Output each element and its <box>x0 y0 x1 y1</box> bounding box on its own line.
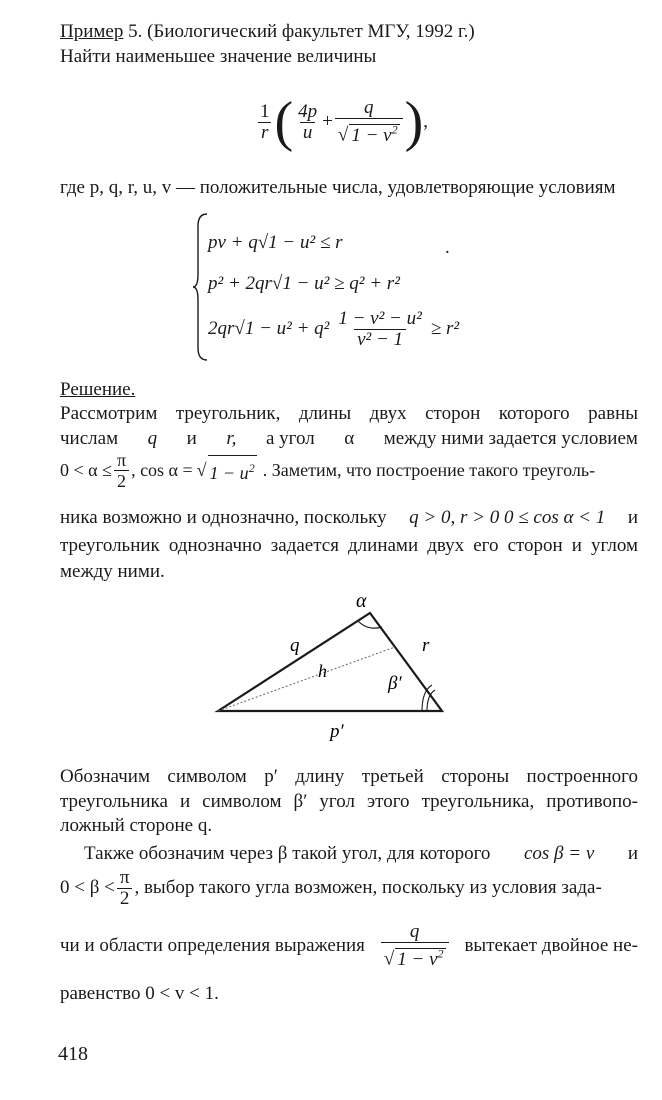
system-line-3-right: ≥ r² <box>430 318 460 339</box>
solution-line-3: 0 < α ≤ $\frac{\pi}{2}$ , cos α = √ $1 - u^2$ . Заметим, что построение такого треуголь- <box>60 449 596 491</box>
task-statement: Найти наименьшее значение величины <box>60 46 377 67</box>
solution-line-1: Рассмотрим треугольник, длины двух сторон которого равны <box>60 403 638 424</box>
height-line <box>218 647 395 711</box>
page-number: 418 <box>58 1043 88 1065</box>
sol-l4-text: ника возможно и однозначно, поскольку <box>60 507 387 528</box>
label-beta-prime: β′ <box>388 673 402 694</box>
after-p2-l1-text: Также обозначим через β такой угол, для которого <box>84 843 491 864</box>
expr-term1-den: u <box>300 122 316 143</box>
system-line-3-num: 1 − v² − u² <box>338 307 422 329</box>
system-line-3-den: v² − 1 <box>354 329 406 350</box>
triangle-figure <box>200 585 470 745</box>
after-p2-l1-end: и <box>627 843 638 864</box>
after-p2-l2-two: 2 <box>117 888 133 909</box>
after-p2-l3-exp: 2 <box>437 946 444 961</box>
label-h: h <box>318 661 327 681</box>
label-alpha: α <box>356 590 367 612</box>
after-p2-l3-text: чи и области определения выражения <box>60 935 365 956</box>
expr-outer-num: 1 <box>260 100 270 122</box>
expr-term2 <box>335 98 403 145</box>
after-p2-l2-pi: π <box>119 866 130 888</box>
sol-l3-pi-over-2 <box>114 450 129 491</box>
expr-plus: + <box>322 111 333 132</box>
sol-l2-numbers: числам <box>60 428 119 449</box>
left-paren: ( <box>274 91 294 153</box>
minimized-expression <box>255 86 428 158</box>
expr-outer-den: r <box>258 122 271 143</box>
after-p1-line-1: Обозначим символом p′ длину третьей стороны построенного <box>60 766 638 787</box>
system-line-3-fraction <box>335 309 424 350</box>
after-p1-line-2: треугольника и символом β′ угол этого треугольника, противопо- <box>60 791 638 812</box>
sol-l2-and: и <box>186 428 197 449</box>
after-p2-line-4: равенство 0 < v < 1. <box>60 983 219 1004</box>
after-p2-l3-fraction: $\frac{q}{√ 1 - v^2}$ <box>381 922 449 969</box>
after-p2-l3-num: q <box>409 921 420 943</box>
sol-l4-end: и <box>627 507 638 528</box>
system-line-3 <box>208 304 459 354</box>
sol-l4-math: q > 0, r > 0 0 ≤ cos α < 1 <box>409 507 606 528</box>
system-line-1: pv + q√1 − u² ≤ r <box>208 232 343 253</box>
conditions-line: где p, q, r, u, v — положительные числа, удовлетворяющие условиям <box>60 177 616 198</box>
after-p2-line-2 <box>60 864 602 912</box>
solution-line-4 <box>60 506 638 530</box>
triangle-outline <box>218 613 442 711</box>
expr-term1-num: 4p <box>298 100 318 122</box>
system-trailing-dot: . <box>445 237 450 258</box>
example-heading <box>60 20 475 44</box>
solution-heading: Решение. <box>60 379 136 400</box>
system-line-2: p² + 2qr√1 − u² ≥ q² + r² <box>208 273 400 294</box>
sol-l3-exp: 2 <box>248 461 255 475</box>
expr-term1 <box>295 102 320 143</box>
after-p2-l2-pi-over-2 <box>117 868 133 909</box>
after-p2-l2-text: , выбор такого угла возможен, поскольку из условия зада- <box>134 877 602 898</box>
sol-l3-cos: , cos α = <box>131 460 193 480</box>
sol-l2-r: r, <box>226 428 237 449</box>
label-p-prime: p′ <box>330 721 344 742</box>
solution-line-5: треугольник однозначно задается длинами двух его сторон и углом <box>60 535 638 556</box>
sol-l2-condition: между ними задается условием <box>383 428 638 449</box>
after-p2-l3-end: вытекает двойное не- <box>464 935 638 956</box>
sol-l3-ineq: 0 < α ≤ <box>60 460 112 480</box>
after-p2-l3-radicand: 1 − v <box>397 948 438 970</box>
label-r: r <box>422 635 430 656</box>
after-p2-l2-math: 0 < β < <box>60 877 115 898</box>
sol-l3-radicand: 1 − u <box>209 463 249 483</box>
sol-l3-two: 2 <box>114 470 129 491</box>
sol-l2-alpha: α <box>344 428 355 449</box>
sol-l2-q: q <box>147 428 158 449</box>
after-p1-line-3: ложный стороне q. <box>60 815 213 836</box>
example-source: 5. (Биологический факультет МГУ, 1992 г.) <box>123 21 475 42</box>
after-p2-l1-math: cos β = v <box>523 843 595 864</box>
after-p2-line-3 <box>60 920 638 972</box>
system-line-3-left: 2qr√1 − u² + q² <box>208 318 330 339</box>
label-q: q <box>290 635 300 656</box>
after-p2-line-1 <box>60 842 638 866</box>
expr-outer-fraction <box>257 102 273 143</box>
expr-term2-radicand: 1 − v <box>351 124 392 146</box>
sol-l2-angle: а угол <box>265 428 315 449</box>
expr-term2-num: q <box>363 97 374 119</box>
example-label: Пример <box>60 21 124 42</box>
expr-term2-den: √ $1 - v^2$ <box>335 118 403 145</box>
solution-line-6: между ними. <box>60 561 165 582</box>
expr-trailing-comma: , <box>423 111 428 132</box>
right-paren: ) <box>404 91 424 153</box>
expr-term2-exp: 2 <box>391 122 398 137</box>
sol-l3-text: . Заметим, что построение такого треуголь- <box>262 460 596 480</box>
sol-l3-pi: π <box>116 449 127 470</box>
